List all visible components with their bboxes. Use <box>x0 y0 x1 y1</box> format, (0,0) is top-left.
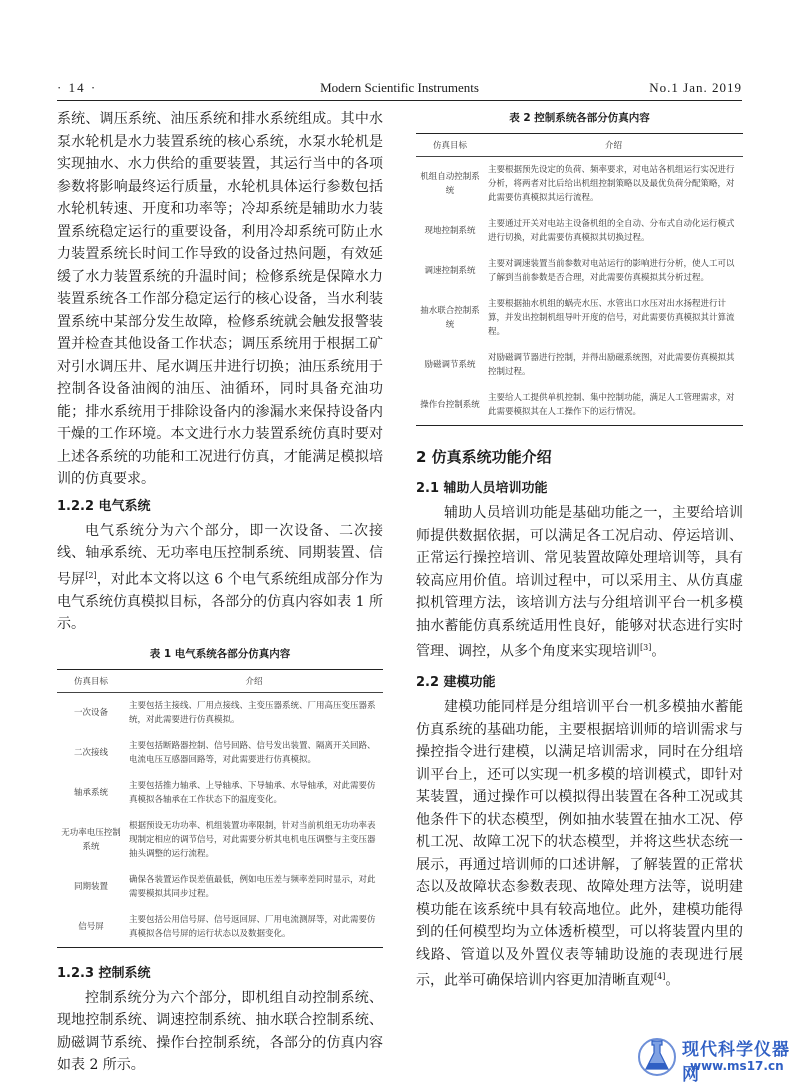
table1-header-target: 仿真目标 <box>57 669 125 692</box>
table1-header-intro: 介绍 <box>125 669 383 692</box>
electrical-paragraph: 电气系统分为六个部分，即一次设备、二次接线、轴承系统、无功率电压控制系统、同期装置、信号屏[2]，对此本文将以这 6 个电气系统组成部分作为电气系统仿真模拟目标，各部分的仿真内容如表 1 所示。 <box>57 522 383 633</box>
citation-3: [3] <box>640 643 652 652</box>
table1-caption: 表 1 电气系统各部分仿真内容 <box>149 647 291 660</box>
training-paragraph: 辅助人员培训功能是基础功能之一，主要给培训师提供数据依据，可以满足各工况启动、停运培训、正常运行操控培训、常见装置故障处理培训等，具有较高应用价值。培训过程中，可以采用主、从仿真虚拟机管理方法，该培训方法与分组培训平台一机多模抽水蓄能仿真系统适用性良好，能够对状态进行实时管理、调控，从多个角度来实现培训[3]。 <box>416 505 743 660</box>
table2-header-target: 仿真目标 <box>416 134 484 157</box>
table-cell-target: 抽水联合控制系统 <box>420 306 480 330</box>
table-row <box>57 867 383 907</box>
table-cell-desc: 主要包括推力轴承、上导轴承、下导轴承、水导轴承，对此需要仿真模拟各轴承在工作状态下的温度变化。 <box>129 780 376 805</box>
table-row <box>416 157 743 212</box>
table-cell-target: 二次接线 <box>73 747 108 758</box>
table-row <box>416 345 743 385</box>
table-cell-desc: 主要通过开关对电站主设备机组的全自动、分布式自动化运行模式进行切换，对此需要仿真模拟其切换过程。 <box>488 219 735 243</box>
page-number: · 14 · <box>57 80 98 95</box>
table-cell-desc: 确保各装置运作误差值最低，例如电压差与频率差同时显示，对此需要模拟其同步过程。 <box>129 874 376 899</box>
heading-1-2-3: 1.2.3 控制系统 <box>57 965 151 981</box>
site-watermark <box>630 1025 800 1085</box>
table-cell-target: 信号屏 <box>57 907 125 948</box>
table-cell-target: 机组自动控制系统 <box>420 172 480 196</box>
table-row <box>57 733 383 773</box>
table-cell-desc: 主要对调速装置当前参数对电站运行的影响进行分析，使人工可以了解到当前参数是否合理，对此需要仿真模拟其分析过程。 <box>488 259 735 283</box>
modeling-paragraph: 建模功能同样是分组培训平台一机多模抽水蓄能仿真系统的基础功能，主要根据培训师的培训需求与操控指令进行建模，以满足培训需求，同时在分组培训平台上，还可以实现一机多模的培训模式，即针对某装置，通过操作可以模拟得出装置在各种工况或其他条件下的状态模型，例如抽水装置在抽水工况、停机工况、故障工况下的状态模型，并将这些状态统一展示，再通过培训师的口述讲解，了解装置的正常状态以及故障状态参数表现、故障处理方法等，说明建模功能在该系统中具有较高地位。此外，建模功能得到的任何模型均为立体透析模型，可以将装置内里的线路、管道以及外置仪表等辅助设施的表现进行展示，此举可确保培训内容更加清晰直观[4]。 <box>416 699 743 989</box>
table2-header-intro: 介绍 <box>484 134 743 157</box>
table-cell-target: 励磁调节系统 <box>424 360 476 370</box>
table-cell-desc: 主要包括主接线、厂用点接线、主变压器系统、厂用高压变压器系统，对此需要进行仿真模拟。 <box>129 700 376 725</box>
watermark-url: www.ms17.cn <box>690 1059 784 1073</box>
journal-title: Modern Scientific Instruments <box>320 80 479 95</box>
table2 <box>416 133 743 426</box>
table-cell-target: 无功率电压控制系统 <box>61 827 121 852</box>
citation-2: [2] <box>85 570 97 580</box>
flask-logo-icon <box>636 1033 678 1079</box>
table-cell-target: 调速控制系统 <box>424 266 476 276</box>
table2-caption: 表 2 控制系统各部分仿真内容 <box>509 112 650 124</box>
heading-1-2-2: 1.2.2 电气系统 <box>57 498 151 514</box>
heading-2: 2 仿真系统功能介绍 <box>416 448 552 466</box>
table-cell-desc: 主要根据抽水机组的蜗壳水压、水管出口水压对出水扬程进行计算，并发出控制机组导叶开度的信号，对此需要仿真模拟其计算流程。 <box>488 299 735 337</box>
heading-2-1: 2.1 辅助人员培训功能 <box>416 481 548 496</box>
table-row <box>416 291 743 345</box>
table-row <box>416 385 743 426</box>
table-cell-target: 轴承系统 <box>73 787 108 798</box>
right-column <box>416 108 743 992</box>
table-cell-desc: 主要给人工提供单机控制、集中控制功能，满足人工管理需求，对此需要模拟其在人工操作下的运行情况。 <box>484 385 743 426</box>
left-column <box>57 108 383 1077</box>
table-cell-desc: 对励磁调节器进行控制，并得出励磁系统图，对此需要仿真模拟其控制过程。 <box>488 353 735 377</box>
watermark-site-name: 现代科学仪器网 <box>682 1040 790 1085</box>
table-row <box>57 773 383 813</box>
table-cell-target: 现地控制系统 <box>424 226 476 236</box>
citation-4: [4] <box>654 972 666 982</box>
control-paragraph: 控制系统分为六个部分，即机组自动控制系统、现地控制系统、调速控制系统、抽水联合控制系统、励磁调节系统、操作台控制系统，各部分的仿真内容如表 2 所示。 <box>57 989 383 1074</box>
table-cell-desc: 主要包括断路器控制、信号回路、信号发出装置、隔离开关回路、电流电压互感器回路等，对此需要进行仿真模拟。 <box>129 740 376 765</box>
table-cell-desc: 主要包括公用信号屏、信号返回屏、厂用电流测屏等，对此需要仿真模拟各信号屏的运行状态以及数据变化。 <box>125 907 383 948</box>
table-cell-target: 操作台控制系统 <box>416 385 484 426</box>
table-cell-target: 一次设备 <box>73 707 108 718</box>
table-row <box>57 813 383 867</box>
heading-2-2: 2.2 建模功能 <box>416 675 496 691</box>
running-header <box>57 78 742 101</box>
intro-paragraph: 系统、调压系统、油压系统和排水系统组成。其中水泵水轮机是水力装置系统的核心系统，水泵水轮机是实现抽水、水力供给的重要装置，其运行当中的各项参数将影响最终运行质量，水轮机具体运行参数包括水轮机转速、开度和功率等；冷却系统是辅助水力装置系统稳定运行的重要设备，利用冷却系统可防止水力装置系统长时间工作导致的设备过热问题，有效延缓了水力装置系统的升温时间；检修系统是保障水力装置系统各工作部分稳定运行的核心设备，当水利装置系统中某部分发生故障，检修系统就会触发报警装置并检查其他设备工作状态；调压系统用于根据工矿对引水调压井、尾水调压井进行切换；油压系统用于控制各设备油阀的油压、油循环，同时具备充油功能；排水系统用于排除设备内的渗漏水来保持设备内干燥的工作环境。本文进行水力装置系统仿真时要对上述各系统的功能和工况进行仿真，才能满足模拟培训的仿真要求。 <box>57 111 383 487</box>
issue-info: No.1 Jan. 2019 <box>649 80 742 95</box>
table1 <box>57 669 383 948</box>
table-row <box>57 907 383 948</box>
table-row <box>416 211 743 251</box>
table-cell-desc: 根据预设无功功率、机组装置功率限制，针对当前机组无功功率表现制定相应的调节信号，对此需要分析其电机电压调整与主变压器抽头调整的运行流程。 <box>129 820 376 859</box>
table-cell-target: 同期装置 <box>73 881 108 892</box>
table-row <box>416 251 743 291</box>
table-row <box>57 692 383 733</box>
table-cell-desc: 主要根据预先设定的负荷、频率要求，对电站各机组运行实况进行分析，将两者对比后给出机组控制策略以及最优负荷分配策略，对此需要仿真模拟其运行流程。 <box>488 165 735 203</box>
